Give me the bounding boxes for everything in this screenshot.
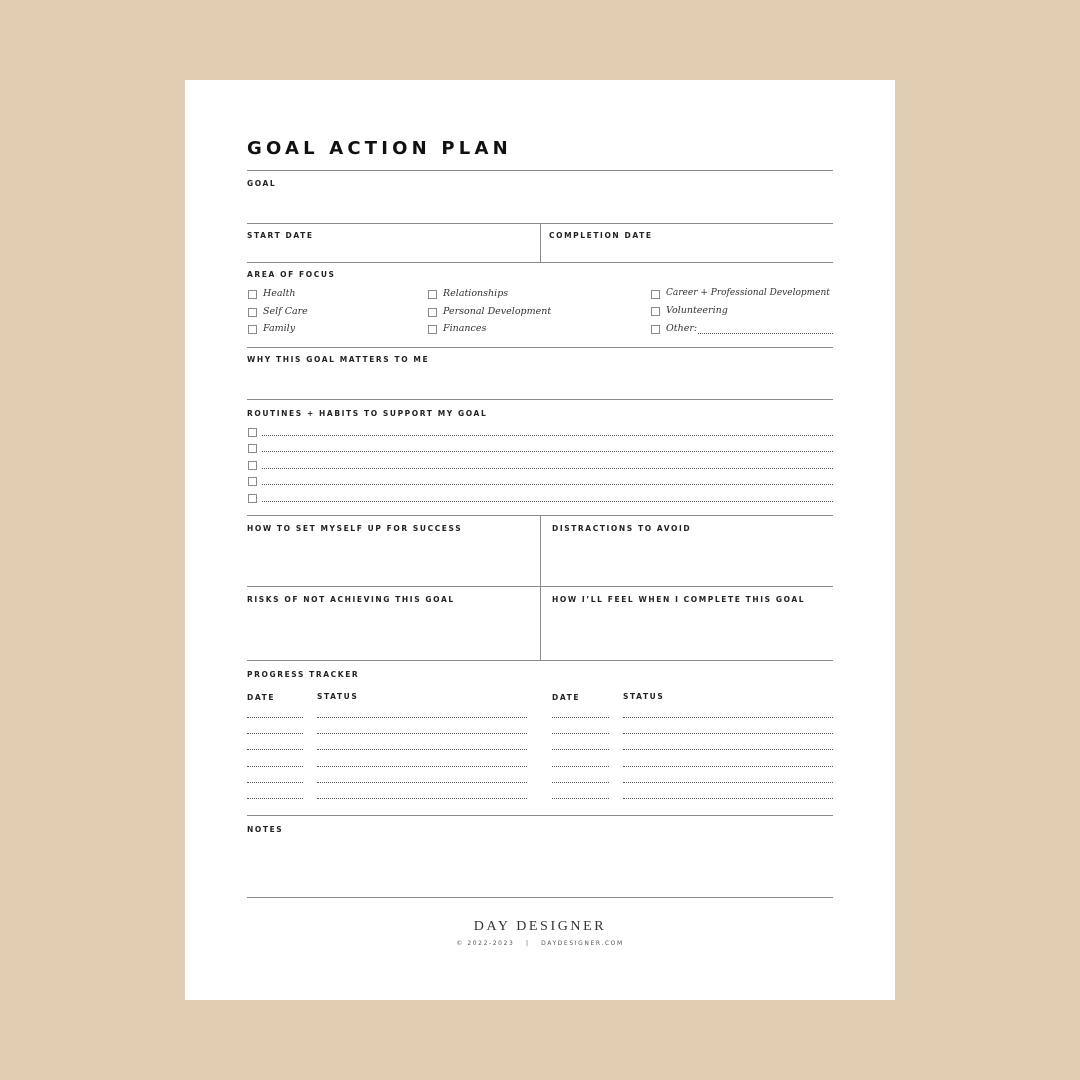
brand-logo: DAY DESIGNER [473, 919, 607, 934]
routine-checkbox[interactable] [248, 494, 257, 503]
divider [247, 347, 833, 348]
checkbox-relationships[interactable] [428, 290, 437, 299]
area-of-focus-label: AREA OF FOCUS [247, 270, 336, 279]
start-date-label: START DATE [247, 231, 314, 240]
feel-complete-field[interactable] [552, 607, 833, 659]
tracker-status-line[interactable] [317, 749, 527, 750]
footer-copyright [185, 940, 895, 947]
why-matters-field[interactable] [247, 367, 833, 399]
routine-line[interactable] [262, 501, 833, 502]
feel-complete-label: HOW I’LL FEEL WHEN I COMPLETE THIS GOAL [552, 595, 806, 604]
distractions-field[interactable] [552, 536, 833, 586]
tracker-status-line[interactable] [623, 782, 833, 783]
option-career: Career + Professional Development [666, 288, 830, 298]
tracker-date-line[interactable] [552, 798, 609, 799]
option-other: Other: [666, 323, 698, 334]
tracker-status-line[interactable] [623, 749, 833, 750]
divider [247, 815, 833, 816]
tracker-status-line[interactable] [623, 733, 833, 734]
tracker-date-line[interactable] [247, 733, 303, 734]
checkbox-volunteering[interactable] [651, 307, 660, 316]
divider-vertical [540, 223, 541, 262]
tracker-status-line[interactable] [317, 733, 527, 734]
goal-label: GOAL [247, 179, 277, 188]
start-date-field[interactable] [247, 242, 537, 262]
notes-field[interactable] [247, 838, 833, 896]
planner-page [185, 80, 895, 1000]
footer-separator: | [525, 940, 530, 947]
checkbox-other[interactable] [651, 325, 660, 334]
routine-checkbox[interactable] [248, 444, 257, 453]
option-finances: Finances [443, 323, 487, 334]
tracker-date-line[interactable] [552, 749, 609, 750]
checkbox-self-care[interactable] [248, 308, 257, 317]
divider [247, 399, 833, 400]
setup-success-field[interactable] [247, 536, 537, 586]
risks-label: RISKS OF NOT ACHIEVING THIS GOAL [247, 595, 455, 604]
tracker-status-line[interactable] [317, 717, 527, 718]
divider-vertical [540, 515, 541, 660]
routines-label: ROUTINES + HABITS TO SUPPORT MY GOAL [247, 409, 488, 418]
divider [247, 170, 833, 171]
other-input-line[interactable] [698, 333, 833, 334]
tracker-date-line[interactable] [247, 782, 303, 783]
tracker-status-line[interactable] [317, 782, 527, 783]
tracker-date-header-2: DATE [552, 693, 581, 702]
website-link[interactable]: DAYDESIGNER.COM [541, 940, 624, 947]
tracker-date-line[interactable] [552, 733, 609, 734]
tracker-date-line[interactable] [247, 749, 303, 750]
tracker-status-line[interactable] [623, 717, 833, 718]
setup-success-label: HOW TO SET MYSELF UP FOR SUCCESS [247, 524, 463, 533]
checkbox-finances[interactable] [428, 325, 437, 334]
tracker-status-line[interactable] [317, 766, 527, 767]
routine-checkbox[interactable] [248, 428, 257, 437]
divider [247, 897, 833, 898]
checkbox-personal-development[interactable] [428, 308, 437, 317]
notes-label: NOTES [247, 825, 284, 834]
why-matters-label: WHY THIS GOAL MATTERS TO ME [247, 355, 430, 364]
routine-checkbox[interactable] [248, 461, 257, 470]
option-health: Health [263, 288, 296, 299]
tracker-date-header: DATE [247, 693, 276, 702]
routine-line[interactable] [262, 435, 833, 436]
completion-date-field[interactable] [549, 242, 833, 262]
goal-field[interactable] [247, 190, 833, 222]
completion-date-label: COMPLETION DATE [549, 231, 653, 240]
routine-line[interactable] [262, 451, 833, 452]
checkbox-career[interactable] [651, 290, 660, 299]
divider [247, 586, 833, 587]
option-self-care: Self Care [263, 306, 308, 317]
tracker-date-line[interactable] [247, 766, 303, 767]
option-volunteering: Volunteering [666, 305, 728, 316]
tracker-status-header-2: STATUS [623, 692, 665, 701]
tracker-status-line[interactable] [317, 798, 527, 799]
tracker-date-line[interactable] [247, 798, 303, 799]
routine-line[interactable] [262, 468, 833, 469]
distractions-label: DISTRACTIONS TO AVOID [552, 524, 692, 533]
routine-line[interactable] [262, 484, 833, 485]
copyright-text: © 2022-2023 [456, 940, 515, 947]
tracker-date-line[interactable] [552, 782, 609, 783]
option-relationships: Relationships [443, 288, 509, 299]
page-title: GOAL ACTION PLAN [247, 138, 512, 159]
tracker-date-line[interactable] [552, 717, 609, 718]
tracker-date-line[interactable] [247, 717, 303, 718]
tracker-status-line[interactable] [623, 766, 833, 767]
tracker-date-line[interactable] [552, 766, 609, 767]
divider [247, 262, 833, 263]
option-family: Family [263, 323, 296, 334]
tracker-status-header: STATUS [317, 692, 359, 701]
checkbox-family[interactable] [248, 325, 257, 334]
routine-checkbox[interactable] [248, 477, 257, 486]
progress-tracker-label: PROGRESS TRACKER [247, 670, 360, 679]
risks-field[interactable] [247, 607, 537, 659]
divider [247, 660, 833, 661]
tracker-status-line[interactable] [623, 798, 833, 799]
option-personal-development: Personal Development [443, 306, 552, 317]
checkbox-health[interactable] [248, 290, 257, 299]
